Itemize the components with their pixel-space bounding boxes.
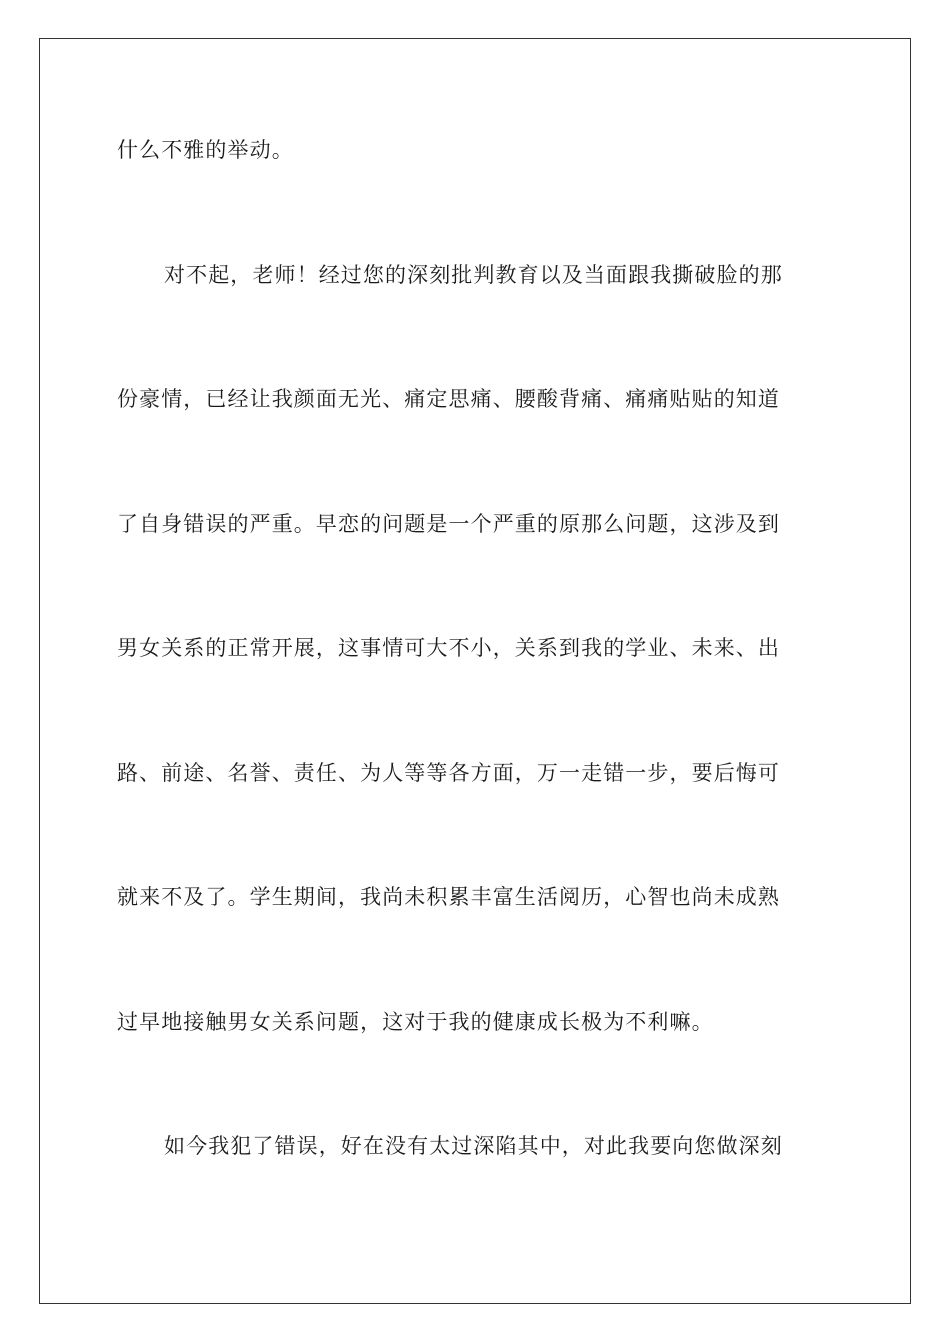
text-line-1: 什么不雅的举动。 — [117, 138, 294, 162]
text-line-9: 如今我犯了错误，好在没有太过深陷其中，对此我要向您做深刻 — [164, 1134, 783, 1158]
text-line-2: 对不起，老师！经过您的深刻批判教育以及当面跟我撕破脸的那 — [164, 263, 783, 287]
text-line-7: 就来不及了。学生期间，我尚未积累丰富生活阅历，心智也尚未成熟 — [117, 885, 780, 909]
text-line-3: 份豪情，已经让我颜面无光、痛定思痛、腰酸背痛、痛痛贴贴的知道 — [117, 387, 780, 411]
page-border — [39, 38, 911, 1304]
text-line-5: 男女关系的正常开展，这事情可大不小，关系到我的学业、未来、出 — [117, 636, 780, 660]
text-line-6: 路、前途、名誉、责任、为人等等各方面，万一走错一步，要后悔可 — [117, 761, 780, 785]
text-line-4: 了自身错误的严重。早恋的问题是一个严重的原那么问题，这涉及到 — [117, 512, 780, 536]
text-line-8: 过早地接触男女关系问题，这对于我的健康成长极为不利嘛。 — [117, 1010, 714, 1034]
